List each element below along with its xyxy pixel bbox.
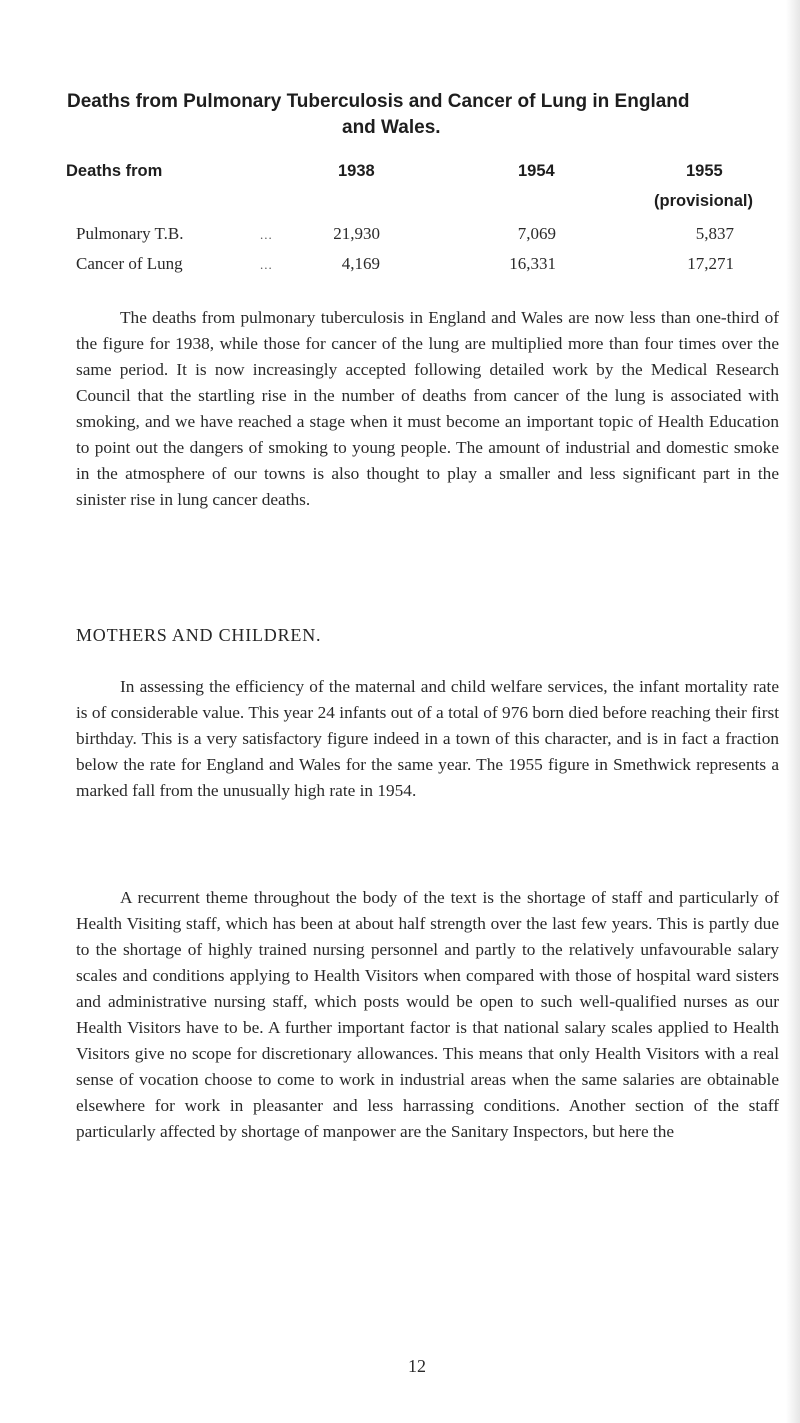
table-header-1955: 1955 — [686, 162, 723, 180]
table-row-label: Cancer of Lung — [76, 254, 183, 273]
paragraph-tuberculosis-cancer: The deaths from pulmonary tuberculosis in England and Wales are now less than one-third of the figure for 1938, while those for cancer of the lung are multiplied more than four times over the same period. It is now increasingly accepted following detailed work by the Medical Research Council that the startling rise in the number of deaths from cancer of the lung is associated with smoking, and we have reached a stage when it must become an important topic of Health Education to point out the dangers of smoking to young people. The amount of industrial and domestic smoke in the atmosphere of our towns is also thought to play a smaller and less significant part in the sinister rise in lung cancer deaths. — [76, 308, 779, 509]
section-heading-mothers-children: MOTHERS AND CHILDREN. — [76, 625, 322, 645]
table-cell: 7,069 — [517, 224, 556, 243]
table-header-1938: 1938 — [338, 162, 375, 180]
document-title-line1: Deaths from Pulmonary Tuberculosis and Cancer of Lung in England — [67, 91, 690, 112]
table-cell: 21,930 — [333, 224, 380, 243]
table-cell: 17,271 — [687, 254, 734, 273]
paragraph-infant-mortality: In assessing the efficiency of the maternal and child welfare services, the infant mortality rate is of considerable value. This year 24 infants out of a total of 976 born died before reaching their first birthday. This is a very satisfactory figure indeed in a town of this character, and is in fact a fraction below the rate for England and Wales for the same year. The 1955 figure in Smethwick represents a marked fall from the unusually high rate in 1954. — [76, 677, 779, 800]
table-cell: 4,169 — [341, 254, 380, 273]
page-number: 12 — [408, 1356, 426, 1376]
table-cell: 5,837 — [695, 224, 734, 243]
document-title-line2: and Wales. — [342, 117, 441, 138]
table-row-leader: ... — [260, 257, 273, 272]
table-header-label: Deaths from — [66, 162, 163, 180]
table-row-leader: ... — [260, 227, 273, 242]
page-edge-shadow — [786, 0, 800, 1423]
table-row-label: Pulmonary T.B. — [76, 224, 184, 243]
paragraph-staff-shortage: A recurrent theme throughout the body of the text is the shortage of staff and particularly of Health Visiting staff, which has been at about half strength over the last few years. This is partly due to the shortage of highly trained nursing personnel and partly to the relatively unfavourable salary scales and conditions applying to Health Visitors when compared with those of hospital ward sisters and administrative nursing staff, which posts would be open to such well-qualified nurses as our Health Visitors have to be. A further important factor is that national salary scales applied to Health Visitors give no scope for discretionary allowances. This means that only Health Visitors with a real sense of vocation choose to come to work in industrial areas when the same salaries are obtainable elsewhere for work in pleasanter and less harrassing conditions. Another section of the staff particularly affected by shortage of manpower are the Sanitary Inspectors, but here the — [76, 888, 779, 1141]
table-cell: 16,331 — [509, 254, 556, 273]
table-header-1954: 1954 — [518, 162, 555, 180]
table-header-1955-sub: (provisional) — [654, 192, 754, 210]
